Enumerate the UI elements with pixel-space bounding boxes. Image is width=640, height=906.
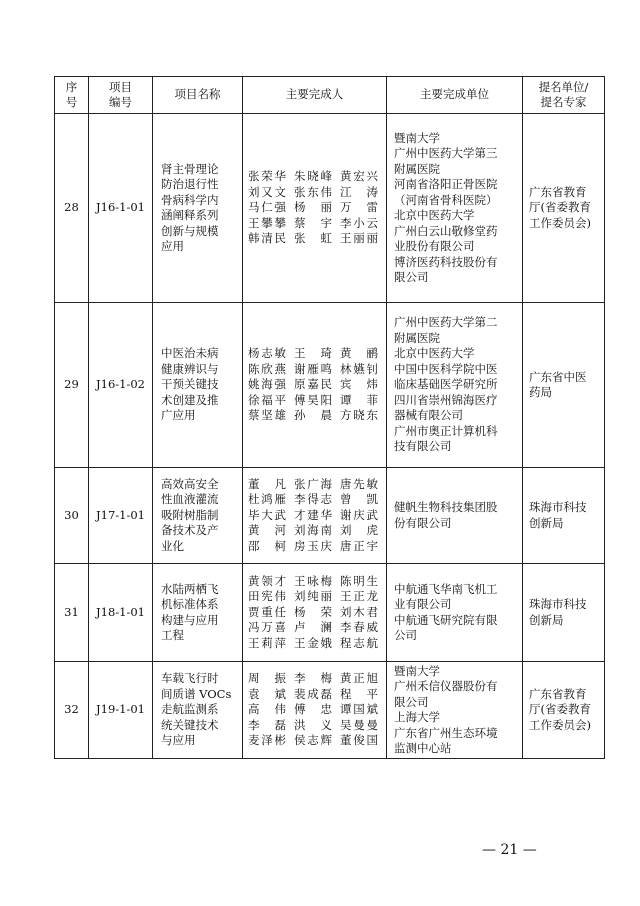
table-body [55, 114, 605, 759]
contributor-name: 孙 晨 [294, 408, 332, 423]
unit-line: 技有限公司 [394, 439, 452, 454]
table-row [55, 114, 605, 303]
contributor-grid [248, 169, 383, 247]
project-name-line: 构建与应用 [161, 612, 219, 627]
contributor-name: 王咏梅 [294, 573, 332, 588]
unit-line: 公司 [394, 628, 417, 642]
contributor-name: 侯志辉 [294, 733, 332, 748]
contributor-name: 万 雷 [340, 200, 378, 215]
contributor-name: 黄 河 [248, 523, 286, 538]
contributor-name: 董 凡 [248, 476, 286, 491]
unit-line: 业股份有限公司 [394, 239, 475, 253]
contributor-name: 唐正宇 [340, 538, 378, 553]
unit-line: 附属医院 [394, 330, 440, 345]
contributor-name: 李小云 [340, 215, 378, 230]
main-contributors [243, 564, 387, 662]
table-row [55, 303, 605, 468]
header-nominator-line: 提名单位/ [538, 79, 589, 94]
contributor-name: 房玉庆 [294, 538, 332, 553]
contributor-name: 朱晓峰 [294, 169, 332, 184]
project-name-line: 高效高安全 [161, 476, 219, 491]
nominator-line: 创新局 [529, 612, 564, 627]
contributor-name: 邵 柯 [248, 538, 286, 553]
contributor-name: 刘又文 [248, 184, 286, 199]
nominator-line: 工作委员会) [529, 215, 591, 230]
contributor-name: 袁 斌 [248, 686, 286, 701]
unit-line: （河南省骨科医院） [394, 192, 498, 207]
contributor-name: 韩清民 [248, 231, 286, 246]
project-name-line: 车载飞行时 [161, 671, 219, 686]
nominator [523, 114, 605, 303]
contributor-grid [248, 477, 383, 555]
contributor-name: 刘海南 [294, 523, 332, 538]
contributor-name: 裴成磊 [294, 686, 332, 701]
contributor-name: 李 磊 [248, 717, 286, 732]
project-name-line: 吸附树脂制 [161, 507, 219, 522]
contributor-name: 陈欣燕 [248, 361, 286, 376]
contributor-name: 张 虹 [294, 231, 332, 246]
table-header [55, 77, 605, 114]
project-name [153, 114, 243, 303]
main-contributors [243, 303, 387, 468]
page-number: — 21 — [482, 842, 537, 858]
unit-line: 中航通飞研究院有限 [394, 612, 498, 627]
project-name-line: 业化 [161, 538, 184, 553]
header-code-line: 编号 [109, 95, 132, 109]
unit-line: 限公司 [394, 270, 429, 284]
contributor-name: 张广海 [294, 476, 332, 491]
project-name-line: 工程 [161, 628, 184, 642]
header-no-line: 号 [65, 95, 78, 109]
project-name-line: 间质谱 VOCs [161, 686, 232, 701]
contributor-name: 江 涛 [340, 184, 378, 199]
main-units [387, 468, 523, 564]
row-number: 32 [55, 662, 89, 759]
nominator-line: 广东省教育 [529, 184, 587, 199]
project-name-line: 创新与规模 [161, 223, 219, 238]
project-name-line: 水陆两栖飞 [161, 581, 219, 596]
unit-line: 河南省洛阳正骨医院 [394, 177, 498, 191]
project-name-line: 与应用 [161, 733, 196, 748]
contributor-name: 程志航 [340, 635, 378, 650]
contributor-name: 黄领才 [248, 573, 286, 588]
contributor-name: 才建华 [294, 507, 332, 522]
unit-line: 北京中医药大学 [394, 208, 475, 222]
nominator [523, 662, 605, 759]
contributor-name: 周 振 [248, 671, 286, 686]
contributor-grid [248, 574, 383, 652]
contributor-name: 张东伟 [294, 184, 332, 199]
unit-line: 限公司 [394, 694, 429, 709]
contributor-name: 杨 荣 [294, 604, 332, 619]
project-name-line: 健康辨识与 [161, 361, 219, 376]
unit-line: 器械有限公司 [394, 408, 463, 423]
contributor-name: 王金娥 [294, 635, 332, 650]
main-contributors [243, 662, 387, 759]
header-code [89, 77, 153, 114]
project-name-line: 广应用 [161, 408, 196, 423]
project-name [153, 662, 243, 759]
project-name [153, 303, 243, 468]
nominator-line: 厅(省委教育 [529, 702, 591, 717]
contributor-name: 刘木君 [340, 604, 378, 619]
project-code: J17-1-01 [89, 468, 153, 564]
nominator [523, 564, 605, 662]
project-name-line: 干预关键技 [161, 377, 219, 392]
contributor-name: 黄宏兴 [340, 169, 378, 184]
contributor-name: 唐先敏 [340, 476, 378, 491]
header-no-line: 序 [65, 79, 78, 94]
header-code-line: 项目 [109, 79, 132, 94]
project-code: J18-1-01 [89, 564, 153, 662]
project-name-line: 骨病科学内 [161, 192, 219, 207]
project-name-line: 统关键技术 [161, 717, 219, 732]
contributor-name: 王莉萍 [248, 635, 286, 650]
contributor-name: 徐福平 [248, 392, 286, 407]
contributor-name: 程 平 [340, 686, 378, 701]
contributor-name: 曾 凯 [340, 492, 378, 507]
contributor-name: 麦泽彬 [248, 733, 286, 748]
main-units [387, 662, 523, 759]
project-name-line: 备技术及产 [161, 523, 219, 538]
unit-line: 博济医药科技股份有 [394, 254, 498, 269]
project-name [153, 564, 243, 662]
contributor-name: 马仁强 [248, 200, 286, 215]
contributor-name: 刘纯丽 [294, 589, 332, 604]
nominator-line: 厅(省委教育 [529, 200, 591, 215]
nominator [523, 468, 605, 564]
contributor-name: 蔡坚雄 [248, 408, 286, 423]
unit-line: 份有限公司 [394, 515, 452, 530]
table-row [55, 564, 605, 662]
project-name-line: 涵阐释系列 [161, 208, 219, 222]
contributor-name: 杨志敏 [248, 346, 286, 361]
row-number: 30 [55, 468, 89, 564]
table-row [55, 662, 605, 759]
contributor-name: 董俊国 [340, 733, 378, 748]
nominator-line: 珠海市科技 [529, 500, 587, 514]
contributor-name: 黄 鹂 [340, 346, 378, 361]
contributor-name: 谢雁鸣 [294, 361, 332, 376]
header-units: 主要完成单位 [387, 77, 523, 114]
row-number: 28 [55, 114, 89, 303]
row-number: 29 [55, 303, 89, 468]
header-people: 主要完成人 [243, 77, 387, 114]
contributor-name: 傅 忠 [294, 702, 332, 717]
contributor-name: 方晓东 [340, 408, 378, 423]
nominator-line: 广东省中医 [529, 369, 587, 384]
nominator [523, 303, 605, 468]
contributor-name: 姚海强 [248, 377, 286, 392]
project-code: J19-1-01 [89, 662, 153, 759]
main-contributors [243, 114, 387, 303]
contributor-name: 王 琦 [294, 346, 332, 361]
project-name-line: 走航监测系 [161, 702, 219, 717]
unit-line: 业有限公司 [394, 597, 452, 611]
contributor-name: 王攀攀 [248, 215, 286, 230]
project-name-line: 性血液灌流 [161, 492, 219, 507]
nominator-line: 工作委员会) [529, 717, 591, 732]
contributor-name: 高 伟 [248, 702, 286, 717]
project-name-line: 术创建及推 [161, 392, 219, 407]
contributor-name: 洪 义 [294, 717, 332, 732]
contributor-name: 刘 虎 [340, 523, 378, 538]
unit-line: 广州中医药大学第二 [394, 315, 498, 330]
nominator-line: 创新局 [529, 515, 564, 530]
unit-line: 附属医院 [394, 161, 440, 176]
unit-line: 广东省广州生态环境 [394, 725, 498, 740]
contributor-name: 吴曼曼 [340, 717, 378, 732]
unit-line: 监测中心站 [394, 741, 452, 755]
header-nominator [523, 77, 605, 114]
contributor-name: 谢庆武 [340, 507, 378, 522]
contributor-grid [248, 346, 383, 424]
contributor-name: 李春威 [340, 620, 378, 635]
contributor-grid [248, 671, 383, 749]
header-name: 项目名称 [153, 77, 243, 114]
unit-line: 暨南大学 [394, 663, 440, 678]
unit-line: 暨南大学 [394, 130, 440, 145]
project-code: J16-1-02 [89, 303, 153, 468]
contributor-name: 宾 炜 [340, 377, 378, 392]
main-units [387, 564, 523, 662]
unit-line: 广州中医药大学第三 [394, 146, 498, 160]
project-name-line: 机标准体系 [161, 597, 219, 611]
unit-line: 北京中医药大学 [394, 346, 475, 361]
main-units [387, 114, 523, 303]
unit-line: 广州市奥正计算机科 [394, 423, 498, 438]
contributor-name: 谭 菲 [340, 392, 378, 407]
project-name [153, 468, 243, 564]
header-no [55, 77, 89, 114]
nominator-line: 广东省教育 [529, 686, 587, 701]
contributor-name: 杨 丽 [294, 200, 332, 215]
contributor-name: 原嘉民 [294, 377, 332, 392]
contributor-name: 张荣华 [248, 169, 286, 184]
unit-line: 健帆生物科技集团股 [394, 500, 498, 514]
contributor-name: 李 梅 [294, 671, 332, 686]
project-name-line: 中医治未病 [161, 346, 219, 361]
contributor-name: 王丽丽 [340, 231, 378, 246]
contributor-name: 陈明生 [340, 573, 378, 588]
awards-table [54, 76, 605, 759]
unit-line: 中国中医科学院中医 [394, 361, 498, 376]
unit-line: 广州白云山敬修堂药 [394, 223, 498, 238]
contributor-name: 田宪伟 [248, 589, 286, 604]
contributor-name: 王正龙 [340, 589, 378, 604]
contributor-name: 李得志 [294, 492, 332, 507]
unit-line: 中航通飞华南飞机工 [394, 581, 498, 596]
main-contributors [243, 468, 387, 564]
contributor-name: 卢 澜 [294, 620, 332, 635]
project-name-line: 肾主骨理论 [161, 161, 219, 176]
contributor-name: 毕大武 [248, 507, 286, 522]
contributor-name: 黄正旭 [340, 671, 378, 686]
unit-line: 广州禾信仪器股份有 [394, 679, 498, 693]
project-name-line: 防治退行性 [161, 177, 219, 191]
contributor-name: 林嬿钊 [340, 361, 378, 376]
unit-line: 上海大学 [394, 710, 440, 724]
contributor-name: 谭国斌 [340, 702, 378, 717]
project-name-line: 应用 [161, 239, 184, 253]
contributor-name: 冯万喜 [248, 620, 286, 635]
nominator-line: 珠海市科技 [529, 597, 587, 611]
contributor-name: 杜鸿雁 [248, 492, 286, 507]
table-row [55, 468, 605, 564]
contributor-name: 贾重任 [248, 604, 286, 619]
header-nominator-line: 提名专家 [540, 95, 587, 109]
nominator-line: 药局 [529, 385, 552, 399]
contributor-name: 蔡 宇 [294, 215, 332, 230]
unit-line: 四川省崇州锦海医疗 [394, 392, 498, 407]
unit-line: 临床基础医学研究所 [394, 377, 498, 392]
row-number: 31 [55, 564, 89, 662]
main-units [387, 303, 523, 468]
contributor-name: 傅昊阳 [294, 392, 332, 407]
project-code: J16-1-01 [89, 114, 153, 303]
